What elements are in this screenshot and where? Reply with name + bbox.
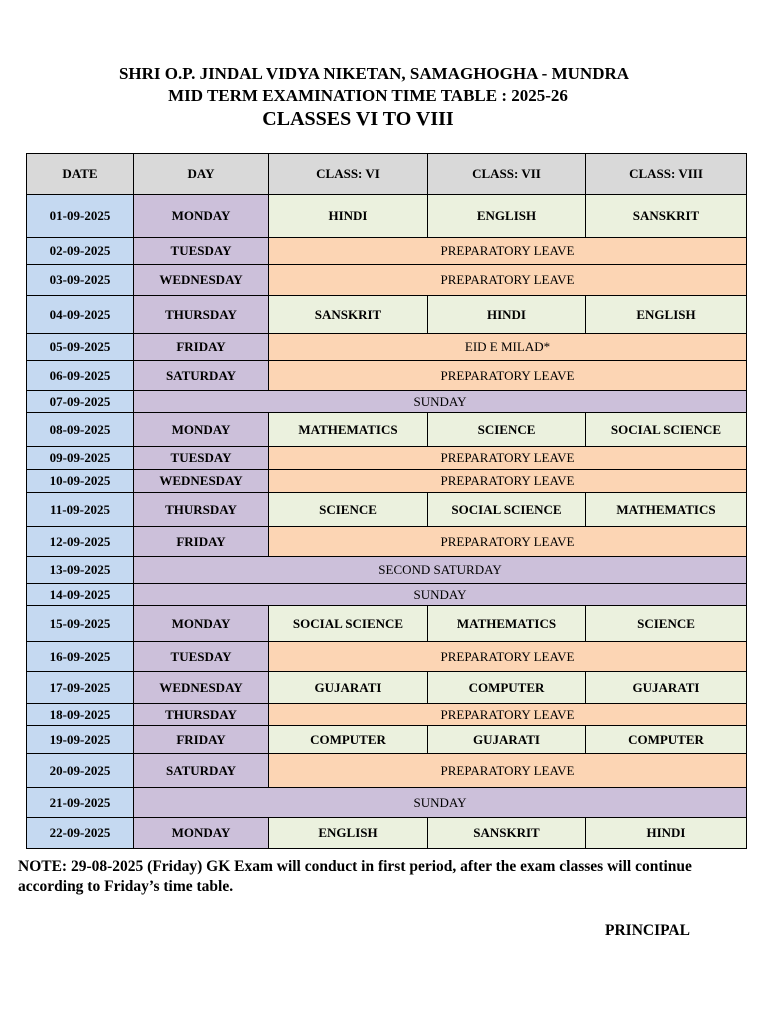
date-cell: 14-09-2025 [27,584,134,606]
table-row [27,195,747,238]
date-cell: 15-09-2025 [27,606,134,642]
subject-cell-class-viii: GUJARATI [586,672,747,704]
subject-cell-class-viii: SANSKRIT [586,195,747,238]
subject-cell-class-viii: SCIENCE [586,606,747,642]
leave-cell: PREPARATORY LEAVE [269,704,747,726]
leave-cell: PREPARATORY LEAVE [269,470,747,493]
subject-cell-class-vi: GUJARATI [269,672,428,704]
leave-cell: EID E MILAD* [269,334,747,361]
table-row [27,296,747,334]
day-cell: FRIDAY [134,334,269,361]
holiday-cell: SUNDAY [134,391,747,413]
subject-cell-class-viii: ENGLISH [586,296,747,334]
subject-cell-class-vi: HINDI [269,195,428,238]
subject-cell-class-vii: COMPUTER [428,672,586,704]
date-cell: 11-09-2025 [27,493,134,527]
subject-cell-class-viii: MATHEMATICS [586,493,747,527]
subject-cell-class-vi: SOCIAL SCIENCE [269,606,428,642]
date-cell: 02-09-2025 [27,238,134,265]
date-cell: 20-09-2025 [27,754,134,788]
table-row [27,391,747,413]
principal-signature: PRINCIPAL [605,922,690,939]
table-row [27,557,747,584]
day-cell: MONDAY [134,606,269,642]
date-cell: 19-09-2025 [27,726,134,754]
table-row [27,606,747,642]
table-row [27,413,747,447]
leave-cell: PREPARATORY LEAVE [269,754,747,788]
table-row [27,238,747,265]
table-row [27,642,747,672]
table-row [27,361,747,391]
date-cell: 01-09-2025 [27,195,134,238]
day-cell: WEDNESDAY [134,265,269,296]
column-header-day: DAY [134,154,269,195]
date-cell: 09-09-2025 [27,447,134,470]
day-cell: TUESDAY [134,642,269,672]
date-cell: 12-09-2025 [27,527,134,557]
table-row [27,447,747,470]
day-cell: THURSDAY [134,296,269,334]
table-row [27,704,747,726]
leave-cell: PREPARATORY LEAVE [269,361,747,391]
day-cell: THURSDAY [134,704,269,726]
table-row [27,493,747,527]
table-row [27,672,747,704]
table-row [27,470,747,493]
table-row [27,754,747,788]
holiday-cell: SUNDAY [134,788,747,818]
day-cell: MONDAY [134,413,269,447]
date-cell: 10-09-2025 [27,470,134,493]
day-cell: SATURDAY [134,754,269,788]
day-cell: FRIDAY [134,527,269,557]
column-header-class-viii: CLASS: VIII [586,154,747,195]
date-cell: 22-09-2025 [27,818,134,849]
leave-cell: PREPARATORY LEAVE [269,265,747,296]
timetable-body [27,195,747,849]
subject-cell-class-vii: HINDI [428,296,586,334]
day-cell: WEDNESDAY [134,672,269,704]
date-cell: 08-09-2025 [27,413,134,447]
subject-cell-class-viii: COMPUTER [586,726,747,754]
table-row [27,788,747,818]
leave-cell: PREPARATORY LEAVE [269,642,747,672]
day-cell: SATURDAY [134,361,269,391]
date-cell: 21-09-2025 [27,788,134,818]
subject-cell-class-vii: SOCIAL SCIENCE [428,493,586,527]
leave-cell: PREPARATORY LEAVE [269,447,747,470]
subject-cell-class-vi: ENGLISH [269,818,428,849]
holiday-cell: SUNDAY [134,584,747,606]
day-cell: TUESDAY [134,447,269,470]
subject-cell-class-vii: SCIENCE [428,413,586,447]
date-cell: 07-09-2025 [27,391,134,413]
table-row [27,527,747,557]
table-row [27,584,747,606]
subject-cell-class-vii: ENGLISH [428,195,586,238]
date-cell: 16-09-2025 [27,642,134,672]
subject-cell-class-vii: SANSKRIT [428,818,586,849]
date-cell: 06-09-2025 [27,361,134,391]
subject-cell-class-vi: SANSKRIT [269,296,428,334]
classes-title: CLASSES VI TO VIII [262,108,454,130]
column-header-class-vii: CLASS: VII [428,154,586,195]
timetable [26,153,747,849]
day-cell: THURSDAY [134,493,269,527]
date-cell: 18-09-2025 [27,704,134,726]
subject-cell-class-viii: SOCIAL SCIENCE [586,413,747,447]
date-cell: 17-09-2025 [27,672,134,704]
column-header-date: DATE [27,154,134,195]
subject-cell-class-vi: MATHEMATICS [269,413,428,447]
day-cell: MONDAY [134,818,269,849]
table-row [27,726,747,754]
subject-cell-class-viii: HINDI [586,818,747,849]
date-cell: 03-09-2025 [27,265,134,296]
subject-cell-class-vii: MATHEMATICS [428,606,586,642]
table-row [27,334,747,361]
date-cell: 13-09-2025 [27,557,134,584]
subject-cell-class-vi: COMPUTER [269,726,428,754]
date-cell: 04-09-2025 [27,296,134,334]
day-cell: TUESDAY [134,238,269,265]
column-header-class-vi: CLASS: VI [269,154,428,195]
table-row [27,265,747,296]
timetable-header-row [27,154,747,195]
subject-cell-class-vii: GUJARATI [428,726,586,754]
leave-cell: PREPARATORY LEAVE [269,238,747,265]
leave-cell: PREPARATORY LEAVE [269,527,747,557]
day-cell: FRIDAY [134,726,269,754]
day-cell: MONDAY [134,195,269,238]
day-cell: WEDNESDAY [134,470,269,493]
date-cell: 05-09-2025 [27,334,134,361]
table-row [27,818,747,849]
subject-cell-class-vi: SCIENCE [269,493,428,527]
exam-note: NOTE: 29-08-2025 (Friday) GK Exam will conduct in first period, after the exam classes will continue according to Friday’s time table. [18,858,692,895]
holiday-cell: SECOND SATURDAY [134,557,747,584]
exam-title: MID TERM EXAMINATION TIME TABLE : 2025-26 [168,86,568,105]
school-name: SHRI O.P. JINDAL VIDYA NIKETAN, SAMAGHOGHA - MUNDRA [118,64,630,83]
